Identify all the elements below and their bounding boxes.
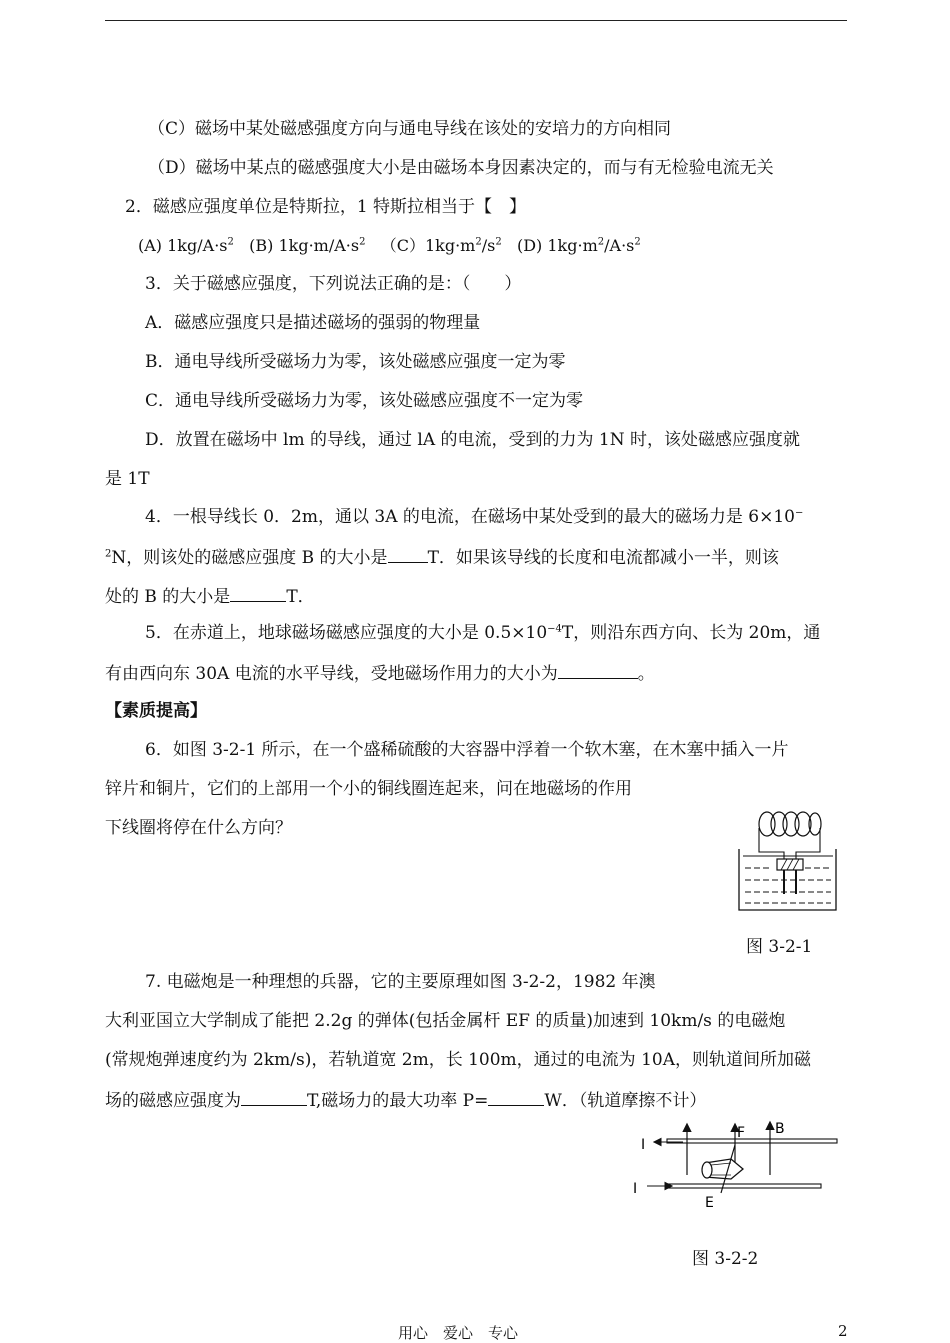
q4-blank-1[interactable]	[388, 544, 428, 563]
figure-3-2-2-caption: 图 3-2-2	[692, 1249, 759, 1269]
q7-blank-b[interactable]	[241, 1087, 307, 1106]
fig-label-i-top: I	[641, 1137, 646, 1153]
q4-line1: 4．一根导线长 0．2m，通以 3A 的电流，在磁场中某处受到的最大的磁场力是 6×10−	[145, 507, 804, 527]
figure-3-2-2	[625, 1115, 840, 1215]
q3-option-b: B．通电导线所受磁场力为零，该处磁感应强度一定为零	[145, 352, 566, 372]
q3-option-d-line1: D．放置在磁场中 lm 的导线，通过 lA 的电流，受到的力为 1N 时，该处磁感应强度就	[145, 430, 801, 450]
q7-line2: 大利亚国立大学制成了能把 2.2g 的弹体(包括金属杆 EF 的质量)加速到 10km/s 的电磁炮	[105, 1011, 786, 1031]
q2-stem: 2．磁感应强度单位是特斯拉，1 特斯拉相当于【 】	[125, 197, 527, 217]
q5-blank[interactable]	[558, 660, 638, 679]
q4-line2: $^2$N，则该处的磁感应强度 B 的大小是 T．如果该导线的长度和电流都减小一半，则该	[105, 544, 779, 570]
q7-line4: 场的磁感应强度为 T,磁场力的最大功率 P= W．（轨道摩擦不计）	[105, 1087, 706, 1113]
q7-line1: 7. 电磁炮是一种理想的兵器，它的主要原理如图 3-2-2，1982 年澳	[145, 972, 656, 992]
q1-option-c: （C）磁场中某处磁感强度方向与通电导线在该处的安培力的方向相同	[148, 119, 672, 139]
q4-blank-2[interactable]	[230, 583, 286, 602]
q3-option-c: C．通电导线所受磁场力为零，该处磁感应强度不一定为零	[145, 391, 584, 411]
q5-line2: 有由西向东 30A 电流的水平导线，受地磁场作用力的大小为 。	[105, 660, 655, 686]
q6-line2: 锌片和铜片，它们的上部用一个小的铜线圈连起来，问在地磁场的作用	[105, 779, 632, 799]
q6-line1: 6．如图 3-2-1 所示，在一个盛稀硫酸的大容器中浮着一个软木塞，在木塞中插入一片	[145, 740, 789, 760]
q1-option-d: （D）磁场中某点的磁感强度大小是由磁场本身因素决定的，而与有无检验电流无关	[148, 158, 774, 178]
figure-3-2-1-caption: 图 3-2-1	[746, 937, 813, 957]
q2-option-c: （C）1kg·m	[380, 236, 476, 255]
q3-option-d-line2: 是 1T	[105, 469, 150, 489]
q7-blank-p[interactable]	[488, 1087, 544, 1106]
section-heading: 【素质提高】	[105, 701, 207, 721]
header-rule	[105, 20, 847, 21]
q2-option-d: (D) 1kg·m	[516, 236, 598, 255]
q6-line3: 下线圈将停在什么方向？	[105, 818, 292, 838]
q2-option-a: (A) 1kg/A·s	[138, 236, 228, 255]
fig-label-e: E	[705, 1195, 714, 1211]
q7-line3: (常规炮弹速度约为 2km/s)，若轨道宽 2m，长 100m，通过的电流为 10A，则轨道间所加磁	[105, 1050, 811, 1070]
footer-slogan: 用心 爱心 专心	[398, 1324, 519, 1342]
fig-label-f: F	[737, 1125, 746, 1141]
q2-options: (A) $1kg/A\cdot s^2$ (B) $1kg\cdot m/A\cdot s^2$ $(C)1kg\cdot m^2/s^2$ (D) $1kg\cdot m^2/A\cdot s^2$	[138, 236, 641, 255]
fig-label-b: B	[775, 1121, 785, 1137]
q3-stem: 3．关于磁感应强度，下列说法正确的是：（ ）	[145, 274, 522, 294]
fig-label-i-bottom: I	[633, 1181, 638, 1197]
q3-option-a: A．磁感应强度只是描述磁场的强弱的物理量	[145, 313, 481, 333]
q5-line1: 5．在赤道上，地球磁场磁感应强度的大小是 $0.5\times 10^{-4}T$，则沿东西方向、长为 20m，通	[145, 623, 821, 643]
page-number: 2	[838, 1322, 848, 1340]
q2-option-b: (B) 1kg·m/A·s	[249, 236, 360, 255]
figure-3-2-1	[735, 804, 840, 914]
q4-line3: 处的 B 的大小是 T．	[105, 583, 315, 609]
